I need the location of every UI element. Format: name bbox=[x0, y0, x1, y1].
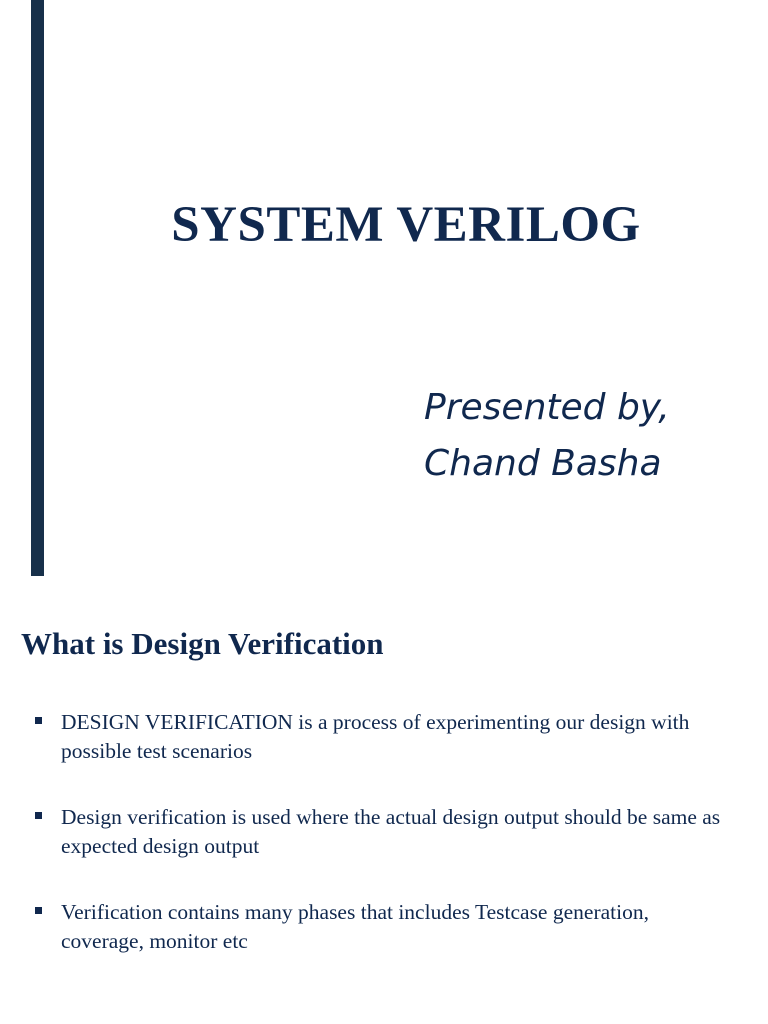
square-bullet-icon bbox=[35, 717, 42, 724]
content-slide bbox=[0, 590, 768, 1024]
bullet-item bbox=[31, 708, 731, 766]
presenter-block bbox=[424, 380, 754, 492]
accent-bar bbox=[31, 0, 44, 576]
bullet-text: Design verification is used where the actual design output should be same as expected design output bbox=[61, 805, 721, 858]
presenter-name: Chand Basha bbox=[424, 443, 662, 484]
bullet-text: Verification contains many phases that includes Testcase generation, coverage, monitor etc bbox=[61, 900, 649, 953]
bullet-item bbox=[31, 898, 731, 956]
bullet-item bbox=[31, 803, 731, 861]
presenter-label: Presented by, bbox=[424, 387, 670, 428]
square-bullet-icon bbox=[35, 907, 42, 914]
bullet-text: DESIGN VERIFICATION is a process of experimenting our design with possible test scenarios bbox=[61, 710, 690, 763]
slide-title: SYSTEM VERILOG bbox=[171, 197, 641, 253]
bullet-list bbox=[31, 708, 731, 993]
square-bullet-icon bbox=[35, 812, 42, 819]
slide-heading: What is Design Verification bbox=[21, 626, 384, 661]
